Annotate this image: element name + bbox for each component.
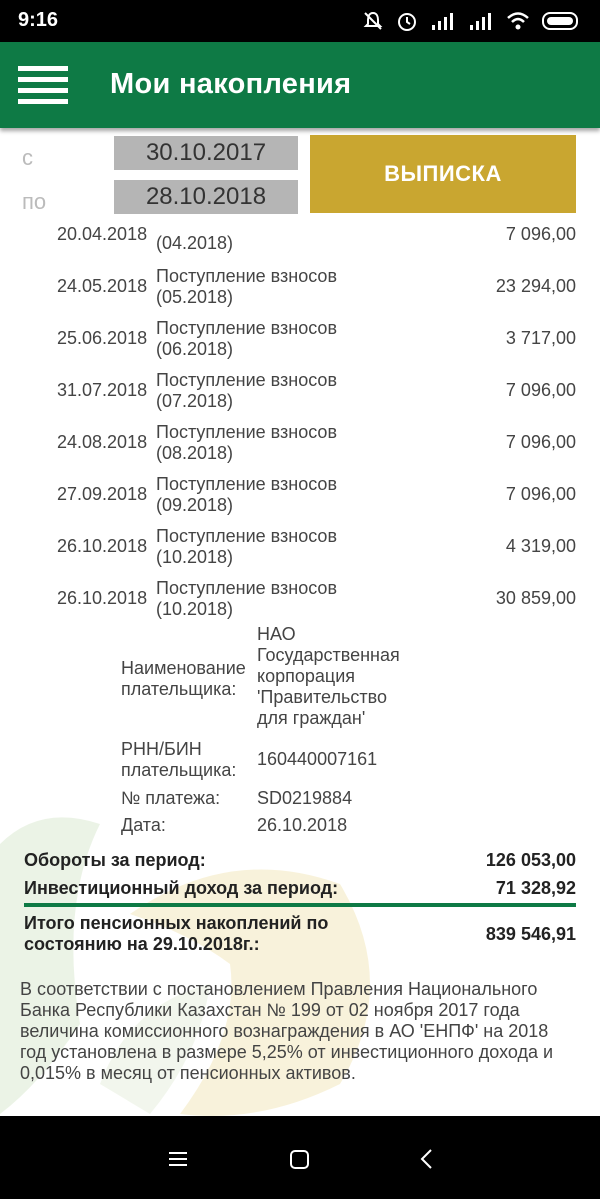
signal-icon-2 <box>468 11 494 31</box>
row-date: 27.09.2018 <box>57 484 148 504</box>
row-date: 20.04.2018 <box>57 224 148 244</box>
payment-number-label: № платежа: <box>121 788 221 808</box>
nav-home-icon[interactable] <box>285 1144 315 1174</box>
transaction-row <box>0 516 600 568</box>
nav-menu-icon[interactable] <box>163 1144 193 1174</box>
row-amount: 7 096,00 <box>505 484 576 504</box>
row-amount: 7 096,00 <box>505 224 576 244</box>
to-label: по <box>22 189 47 214</box>
row-date: 26.10.2018 <box>57 536 148 556</box>
status-icons <box>362 8 582 34</box>
turnover-value: 126 053,00 <box>485 850 576 870</box>
row-description: Поступление взносов (06.2018) <box>156 318 338 359</box>
page-title: Мои накопления <box>110 68 352 100</box>
to-date-field[interactable]: 28.10.2018 <box>114 180 298 214</box>
transaction-row <box>0 360 600 412</box>
row-amount: 7 096,00 <box>505 380 576 400</box>
nav-back-icon[interactable] <box>412 1144 442 1174</box>
payer-name-label: Наименование плательщика: <box>121 658 246 699</box>
status-bar <box>0 0 600 42</box>
battery-icon <box>542 11 582 31</box>
row-description: Поступление взносов (08.2018) <box>156 422 338 463</box>
income-label: Инвестиционный доход за период: <box>24 878 339 898</box>
transaction-row <box>0 464 600 516</box>
statement-button[interactable]: ВЫПИСКА <box>310 135 576 213</box>
from-date-field[interactable]: 30.10.2017 <box>114 136 298 170</box>
summary-divider <box>24 903 576 907</box>
turnover-label: Обороты за период: <box>24 850 206 870</box>
row-description: Поступление взносов (10.2018) <box>156 578 338 619</box>
row-description: Поступление взносов (10.2018) <box>156 526 338 567</box>
signal-icon <box>430 11 456 31</box>
transaction-row <box>0 308 600 360</box>
transaction-row <box>0 568 600 620</box>
system-nav-bar <box>0 1116 600 1199</box>
row-description: Поступление взносов (05.2018) <box>156 266 338 307</box>
mute-icon <box>362 10 384 32</box>
wifi-icon <box>506 11 530 31</box>
payment-number-value: SD0219884 <box>257 788 353 808</box>
row-date: 24.08.2018 <box>57 432 148 452</box>
from-label: с <box>22 145 33 170</box>
row-date: 25.06.2018 <box>57 328 148 348</box>
status-time: 9:16 <box>18 9 59 31</box>
transaction-row <box>0 256 600 308</box>
row-amount: 3 717,00 <box>505 328 576 348</box>
row-amount: 23 294,00 <box>495 276 576 296</box>
total-label: Итого пенсионных накоплений по состоянию на 29.10.2018г.: <box>24 913 329 954</box>
turnover-summary <box>24 850 576 872</box>
row-amount: 4 319,00 <box>505 536 576 556</box>
transaction-row-partial <box>0 224 600 256</box>
row-description: (04.2018) <box>156 233 234 253</box>
date-filter <box>0 128 600 224</box>
menu-icon[interactable] <box>18 66 68 106</box>
income-summary <box>24 878 576 900</box>
statement-list[interactable] <box>0 224 600 1116</box>
payer-name-value: НАО Государственная корпорация 'Правительство для граждан' <box>257 624 400 728</box>
payment-date-value: 26.10.2018 <box>257 815 348 835</box>
payment-date-label: Дата: <box>121 815 166 835</box>
alarm-icon <box>396 10 418 32</box>
row-description: Поступление взносов (07.2018) <box>156 370 338 411</box>
payer-details <box>0 624 600 840</box>
row-date: 24.05.2018 <box>57 276 148 296</box>
total-summary <box>24 913 576 957</box>
app-bar <box>0 42 600 128</box>
transaction-row <box>0 412 600 464</box>
row-amount: 7 096,00 <box>505 432 576 452</box>
payer-rnn-label: РНН/БИН плательщика: <box>121 739 237 780</box>
payer-rnn-value: 160440007161 <box>257 749 378 769</box>
row-date: 26.10.2018 <box>57 588 148 608</box>
total-value: 839 546,91 <box>485 924 576 944</box>
commission-note: В соответствии с постановлением Правления Национального Банка Республики Казахстан № 199 от 02 ноября 2017 года величина комиссионного вознаграждения в АО 'ЕНПФ' на 2018 год установлена в размере 5,25% от инвестиционного дохода и 0,015% в месяц от пенсионных активов. <box>20 979 554 1083</box>
row-date: 31.07.2018 <box>57 380 148 400</box>
income-value: 71 328,92 <box>495 878 576 898</box>
row-amount: 30 859,00 <box>495 588 576 608</box>
row-description: Поступление взносов (09.2018) <box>156 474 338 515</box>
